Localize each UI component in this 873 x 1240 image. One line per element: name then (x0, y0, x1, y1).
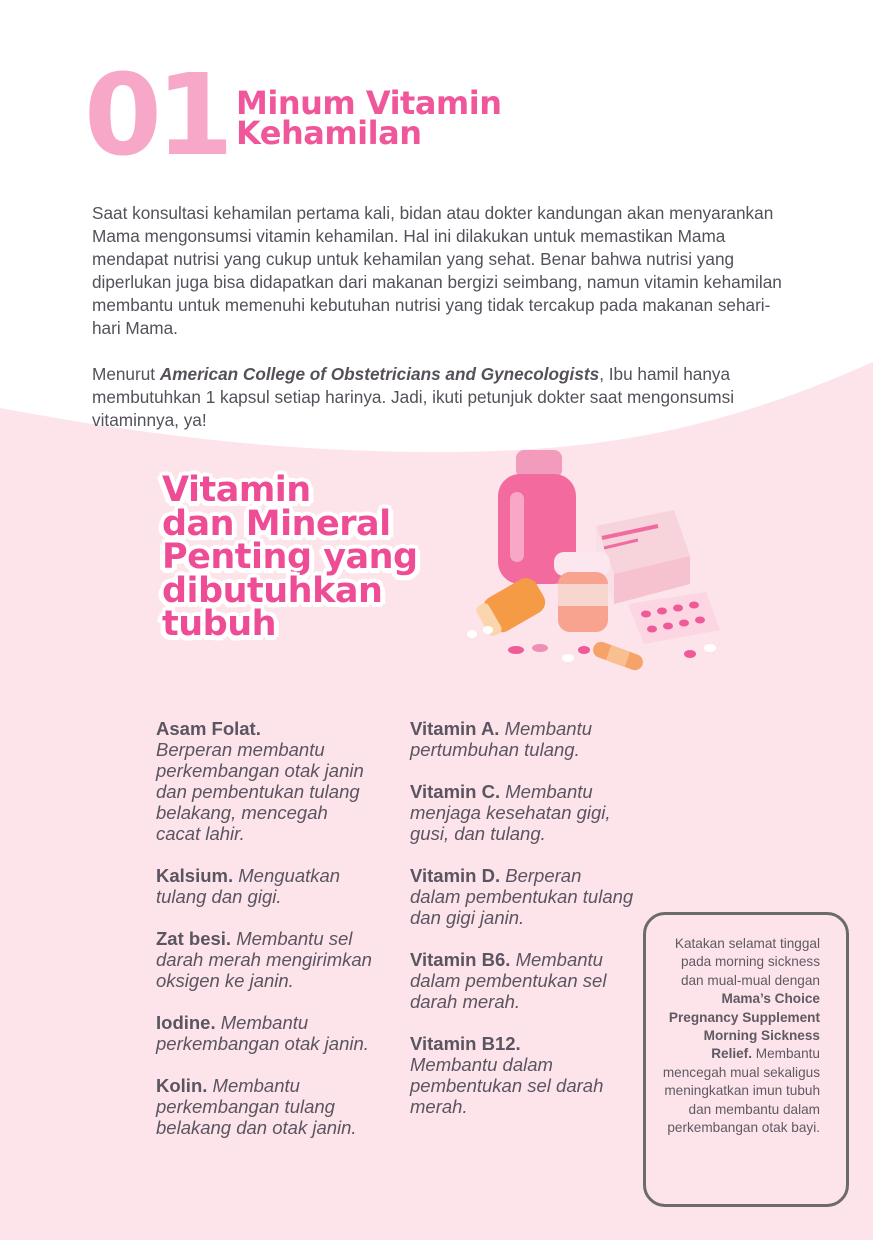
nutrient-desc: Menguatkan tulang dan gigi. (156, 865, 341, 907)
nutrient-desc: Membantu pertumbuhan tulang. (410, 718, 592, 760)
nutrient-desc: Berperan dalam pembentukan tulang dan gigi janin. (410, 865, 634, 928)
nutrient-name: Vitamin C. (410, 781, 501, 802)
nutrient-desc: Berperan membantu perkembangan otak janin dan pembentukan tulang belakang, mencegah cacat lahir. (156, 739, 364, 844)
callout-product-name: Mama’s Choice Pregnancy Supplement Morning Sickness Relief. (668, 991, 820, 1062)
callout-text-after: Membantu mencegah mual sekaligus meningkatkan imun tubuh dan membantu dalam perkembangan otak bayi. (662, 1046, 820, 1136)
nutrient-desc: Membantu sel darah merah mengirimkan oksigen ke janin. (156, 928, 372, 991)
nutrient-item (410, 781, 635, 844)
nutrient-name: Vitamin D. (410, 865, 501, 886)
vitamins-heading-line1: Vitamin (162, 470, 311, 510)
nutrient-item (156, 865, 376, 907)
nutrient-item (410, 949, 635, 1012)
product-callout-box (643, 912, 849, 1207)
nutrient-item (156, 1012, 376, 1054)
nutrient-item (156, 1075, 376, 1138)
nutrients-right-column (410, 718, 635, 1138)
paragraph2-prefix: Menurut (92, 364, 160, 384)
nutrient-item (410, 865, 635, 928)
vitamin-bottles-and-pills-icon (458, 444, 738, 674)
section-number: 01 (84, 51, 228, 181)
nutrients-left-column (156, 718, 376, 1159)
nutrient-item (156, 928, 376, 991)
nutrient-desc: Membantu dalam pembentukan sel darah merah. (410, 949, 607, 1012)
nutrient-item (156, 718, 376, 844)
section-title-line2: Kehamilan (236, 114, 422, 152)
nutrient-name: Vitamin B6. (410, 949, 511, 970)
nutrient-name: Asam Folat. (156, 718, 261, 739)
nutrient-desc: Membantu perkembangan tulang belakang dan otak janin. (156, 1075, 357, 1138)
vitamins-heading (162, 470, 418, 644)
nutrient-desc: Membantu perkembangan otak janin. (156, 1012, 369, 1054)
nutrient-name: Iodine. (156, 1012, 216, 1033)
callout-text-before: Katakan selamat tinggal pada morning sickness dan mual-mual dengan (674, 936, 820, 988)
nutrient-item (410, 1033, 635, 1117)
source-name: American College of Obstetricians and Gynecologists (159, 364, 600, 384)
nutrient-desc: Membantu dalam pembentukan sel darah merah. (410, 1054, 604, 1117)
nutrient-item (410, 718, 635, 760)
nutrient-name: Kalsium. (156, 865, 234, 886)
intro-paragraph-2 (92, 363, 792, 432)
intro-paragraph-1: Saat konsultasi kehamilan pertama kali, bidan atau dokter kandungan akan menyarankan Mama mengonsumsi vitamin kehamilan. Hal ini dilakukan untuk memastikan Mama mendapat nutrisi yang cukup untuk kehamilan yang sehat. Benar bahwa nutrisi yang diperlukan juga bisa didapatkan dari makanan bergizi seimbang, namun vitamin kehamilan membantu untuk memenuhi kebutuhan nutrisi yang tidak tercakup pada makanan sehari-hari Mama. (92, 203, 782, 338)
section-title-line1: Minum Vitamin (236, 84, 502, 122)
nutrient-name: Kolin. (156, 1075, 208, 1096)
nutrient-name: Vitamin A. (410, 718, 500, 739)
vitamins-heading-line4: dibutuhkan (162, 570, 383, 611)
nutrient-name: Vitamin B12. (410, 1033, 521, 1054)
vitamins-heading-line5: tubuh (162, 604, 277, 644)
paragraph2-suffix: , Ibu hamil hanya membutuhkan 1 kapsul setiap harinya. Jadi, ikuti petunjuk dokter saat mengonsumsi vitaminnya, ya! (92, 364, 735, 430)
section-title (236, 84, 502, 152)
nutrient-name: Zat besi. (156, 928, 232, 949)
vitamins-heading-line2: dan Mineral (162, 503, 391, 544)
nutrient-desc: Membantu menjaga kesehatan gigi, gusi, dan tulang. (410, 781, 611, 844)
vitamins-heading-line3: Penting yang (162, 537, 418, 577)
